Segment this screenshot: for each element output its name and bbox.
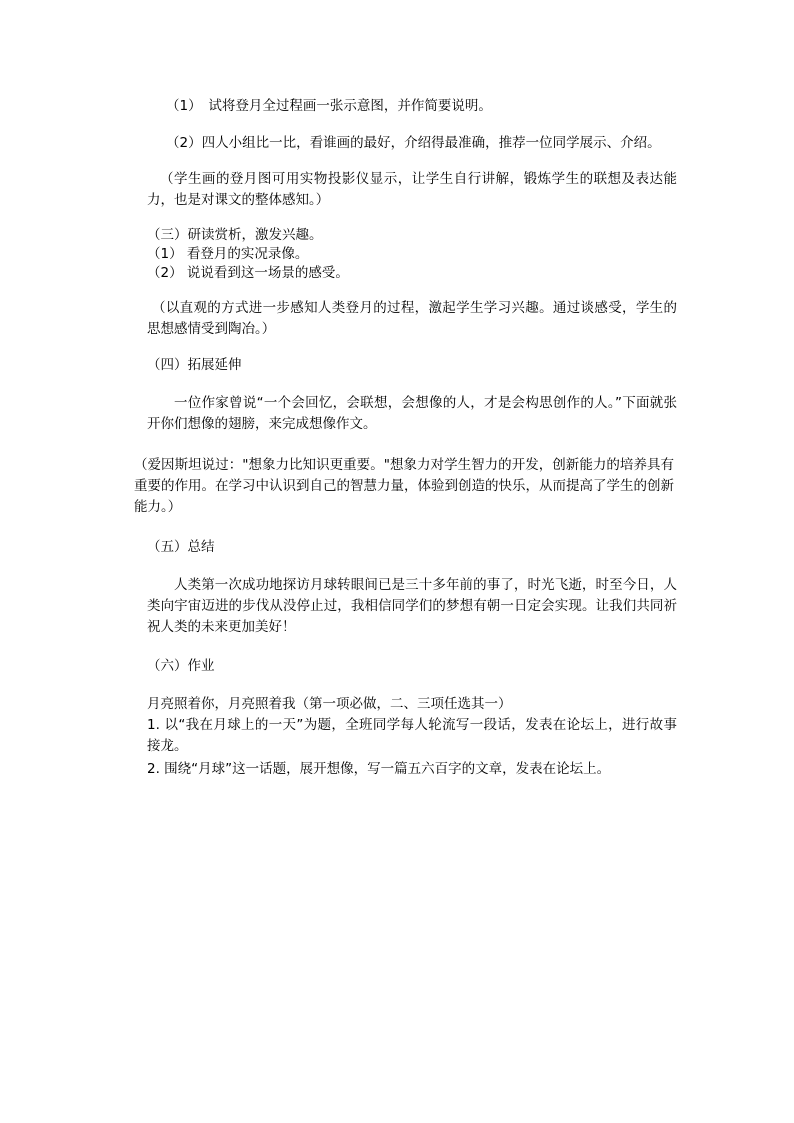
section-6-title: （六）作业 [147, 658, 215, 674]
section-5-text: 人类第一次成功地探访月球转眼间已是三十多年前的事了，时光飞逝，时至今日，人类向宇宙迈进的步伐从没停止过，我相信同学们的梦想有朝一日定会实现。让我们共同祈祝人类的未来更加美好！ [147, 577, 677, 635]
teaching-note-3: （爱因斯坦说过："想象力比知识更重要。"想象力对学生智力的开发，创新能力的培养具有重要的作用。在学习中认识到自己的智慧力量，体验到创造的快乐，从而提高了学生的创新能力。） [134, 457, 674, 515]
section-5-title: （五）总结 [147, 539, 215, 555]
homework-intro: 月亮照着你，月亮照着我（第一项必做，二、三项任选其一） [147, 696, 512, 712]
section-3-item-2: （2） 说说看到这一场景的感受。 [147, 265, 349, 281]
section-3-item-1: （1） 看登月的实况录像。 [147, 246, 309, 262]
section-3-title: （三）研读赏析，激发兴趣。 [147, 227, 323, 243]
teaching-note-2: （以直观的方式进一步感知人类登月的过程，激起学生学习兴趣。通过谈感受，学生的思想感情受到陶冶。） [147, 300, 677, 337]
homework-item-1: 1. 以“我在月球上的一天”为题，全班同学每人轮流写一段话，发表在论坛上，进行故事接龙。 [147, 717, 677, 754]
section-4-title: （四）拓展延伸 [147, 357, 242, 373]
activity-item-1: （1） 试将登月全过程画一张示意图，并作简要说明。 [166, 98, 492, 114]
teaching-note-1: （学生画的登月图可用实物投影仪显示，让学生自行讲解，锻炼学生的联想及表达能力，也是对课文的整体感知。） [147, 171, 677, 208]
activity-item-2: （2）四人小组比一比，看谁画的最好，介绍得最准确，推荐一位同学展示、介绍。 [166, 135, 661, 151]
section-4-text: 一位作家曾说“一个会回忆，会联想，会想像的人，才是会构思创作的人。”下面就张开你们想像的翅膀，来完成想像作文。 [147, 395, 677, 432]
homework-item-2: 2. 围绕“月球”这一话题，展开想像，写一篇五六百字的文章，发表在论坛上。 [147, 761, 611, 777]
